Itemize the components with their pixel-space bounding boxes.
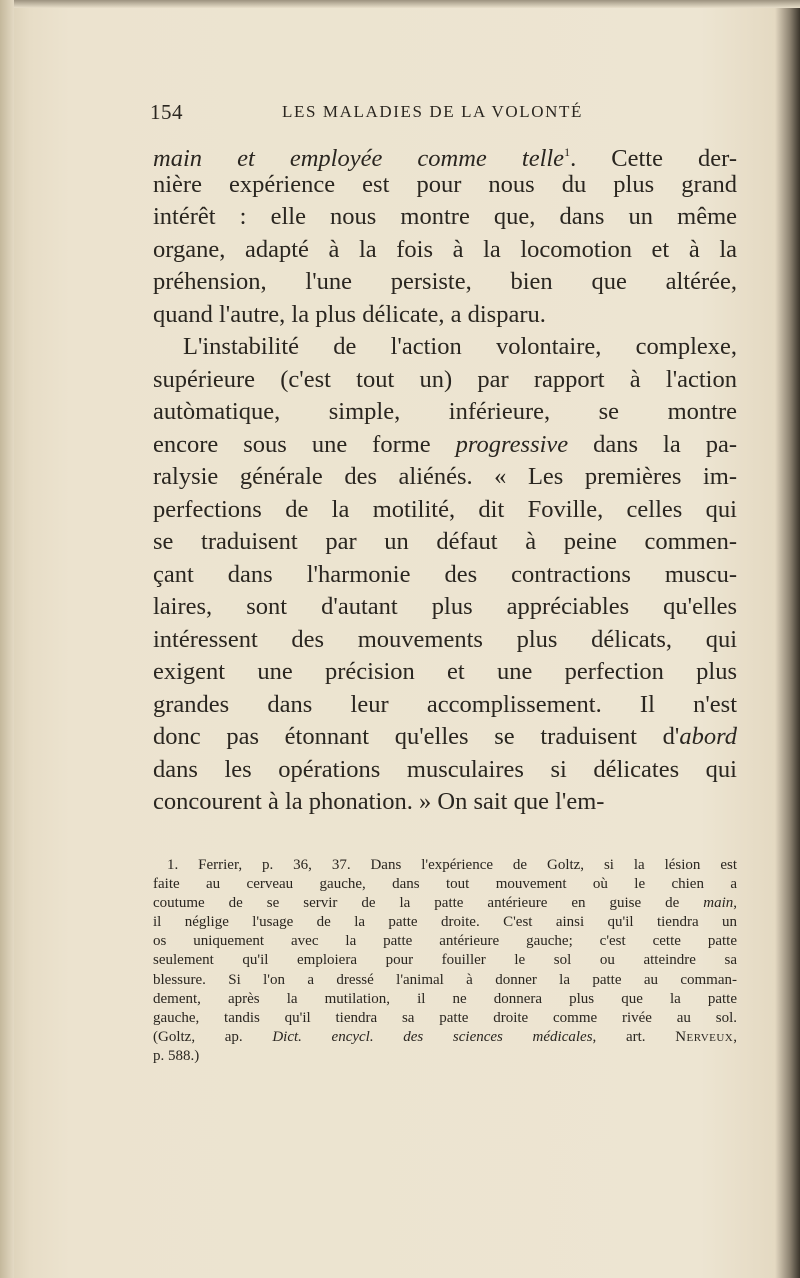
footnote-line <box>153 1047 737 1066</box>
body-text-a: quand l'autre, la plus délicate, a disparu. <box>153 300 546 328</box>
footnote-text-a: (Goltz, ap. <box>153 1028 273 1045</box>
body-text-a: perfections de la motilité, dit Foville, celles qui <box>153 495 737 523</box>
footnote-line <box>153 856 737 875</box>
footnote-line <box>153 913 737 932</box>
footnote-text-b: , art. <box>592 1028 676 1045</box>
footnote-text-a: 1. Ferrier, p. 36, 37. Dans l'expérience de Goltz, si la lésion est <box>167 857 737 873</box>
body-line <box>153 591 737 624</box>
body-line <box>153 169 737 202</box>
page-header <box>150 100 750 132</box>
footnote-line <box>153 894 737 913</box>
footnote-text-b: , <box>733 895 737 912</box>
footnote-text-c: , <box>733 1028 737 1045</box>
body-line <box>153 266 737 299</box>
footnote-line <box>153 875 737 894</box>
body-text-a: donc pas étonnant qu'elles se traduisent d' <box>153 723 680 750</box>
footnote-text-a: faite au cerveau gauche, dans tout mouvement où le chien a <box>153 876 737 893</box>
body-line <box>153 331 737 364</box>
footnote-text-a: seulement qu'il emploiera pour fouiller le sol ou atteindre sa <box>153 952 737 969</box>
body-text <box>153 136 737 819</box>
body-text-b: . Cette der- <box>570 145 738 172</box>
body-line <box>153 364 737 397</box>
footnote-text-a: coutume de se servir de la patte antérieure en guise de <box>153 895 704 912</box>
body-line <box>153 526 737 559</box>
page-number: 154 <box>150 100 183 124</box>
body-text-a: préhension, l'une persiste, bien que altérée, <box>153 268 737 295</box>
footnote-text-a: os uniquement avec la patte antérieure gauche; c'est cette patte <box>153 933 737 950</box>
body-text-a: organe, adapté à la fois à la locomotion et à la <box>153 235 737 263</box>
body-line <box>153 429 737 462</box>
footnote-text-a: il néglige l'usage de la patte droite. C'est ainsi qu'il tiendra un <box>153 914 737 931</box>
body-text-a: concourent à la phonation. » On sait que l'em- <box>153 788 605 815</box>
body-text-i: main et employée comme telle <box>153 145 565 172</box>
footnote-text-a: gauche, tandis qu'il tiendra sa patte droite comme rivée au sol. <box>153 1009 737 1026</box>
body-text-a: çant dans l'harmonie des contractions muscu- <box>153 560 737 588</box>
body-text-i: abord <box>679 723 737 750</box>
body-text-b: dans la pa- <box>568 430 737 458</box>
footnote-line <box>153 932 737 951</box>
body-text-a: autòmatique, simple, inférieure, se montre <box>153 398 737 425</box>
body-line <box>153 136 738 172</box>
footnote <box>153 856 737 1066</box>
body-text-a: nière expérience est pour nous du plus grand <box>153 170 737 198</box>
body-text-s: 1 <box>564 145 571 159</box>
body-line <box>153 461 737 494</box>
body-text-a: ralysie générale des aliénés. « Les premières im- <box>153 463 737 490</box>
body-text-i: progressive <box>455 430 569 458</box>
body-line <box>153 234 737 267</box>
footnote-text-a: p. 588.) <box>153 1047 200 1064</box>
footnote-line <box>153 971 737 990</box>
body-text-a: laires, sont d'autant plus appréciables qu'elles <box>153 593 737 620</box>
footnote-text-i: main <box>703 895 734 912</box>
page-top-edge <box>0 0 800 8</box>
body-line <box>153 299 737 332</box>
body-line <box>153 689 737 722</box>
body-text-a: grandes dans leur accomplissement. Il n'est <box>153 690 737 718</box>
footnote-line <box>153 1028 737 1047</box>
body-line <box>153 559 737 592</box>
footnote-text-a: blessure. Si l'on a dressé l'animal à donner la patte au comman- <box>153 971 737 988</box>
body-text-a: dans les opérations musculaires si délicates qui <box>153 755 737 783</box>
footnote-line <box>153 951 737 970</box>
body-line <box>153 786 737 819</box>
body-line <box>153 396 737 429</box>
body-text-a: L'instabilité de l'action volontaire, complexe, <box>183 333 737 360</box>
body-text-a: intérêt : elle nous montre que, dans un même <box>153 203 737 230</box>
body-line <box>153 721 737 754</box>
footnote-text-sc: Nerveux <box>675 1028 734 1045</box>
footnote-text-i: Dict. encycl. des sciences médicales <box>272 1028 593 1045</box>
page-binding-shadow <box>0 0 14 1278</box>
footnote-line <box>153 1009 737 1028</box>
body-text-a: supérieure (c'est tout un) par rapport à l'action <box>153 365 737 393</box>
body-text-a: encore sous une forme <box>153 430 456 458</box>
body-text-a: exigent une précision et une perfection plus <box>153 658 737 685</box>
body-text-a: se traduisent par un défaut à peine commen- <box>153 528 737 555</box>
body-line <box>153 624 737 657</box>
body-line <box>153 201 737 234</box>
body-text-a: intéressent des mouvements plus délicats, qui <box>153 625 737 653</box>
body-line <box>153 656 737 689</box>
footnote-text-a: dement, après la mutilation, il ne donnera plus que la patte <box>153 990 737 1007</box>
body-line <box>153 754 737 787</box>
footnote-line <box>153 990 737 1009</box>
body-line <box>153 494 737 527</box>
running-title: LES MALADIES DE LA VOLONTÉ <box>282 102 583 121</box>
